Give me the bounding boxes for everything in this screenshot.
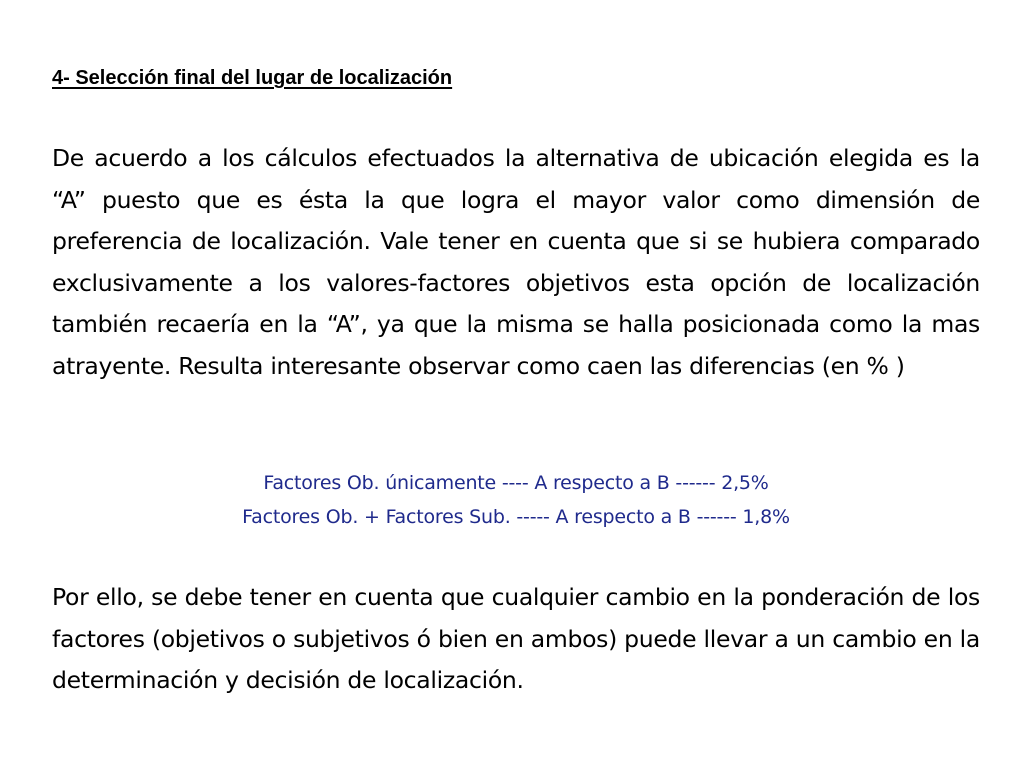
differences-summary bbox=[52, 466, 980, 534]
section-heading: 4- Selección final del lugar de localización bbox=[52, 67, 453, 89]
paragraph-conclusion: De acuerdo a los cálculos efectuados la alternativa de ubicación elegida es la “A” puesto que es ésta la que logra el mayor valor como dimensión de preferencia de localización. Vale tener en cuenta que si se hubiera comparado exclusivamente a los valores-factores objetivos esta opción de localización también recaería en la “A”, ya que la misma se halla posicionada como la mas atrayente. Resulta interesante observar como caen las diferencias (en % ) bbox=[52, 144, 980, 380]
difference-objective-only: Factores Ob. únicamente ---- A respecto a B ------ 2,5% bbox=[263, 472, 769, 494]
difference-objective-plus-subjective: Factores Ob. + Factores Sub. ----- A respecto a B ------ 1,8% bbox=[242, 506, 790, 528]
paragraph-warning: Por ello, se debe tener en cuenta que cualquier cambio en la ponderación de los factores (objetivos o subjetivos ó bien en ambos) puede llevar a un cambio en la determinación y decisión de localización. bbox=[52, 583, 980, 694]
